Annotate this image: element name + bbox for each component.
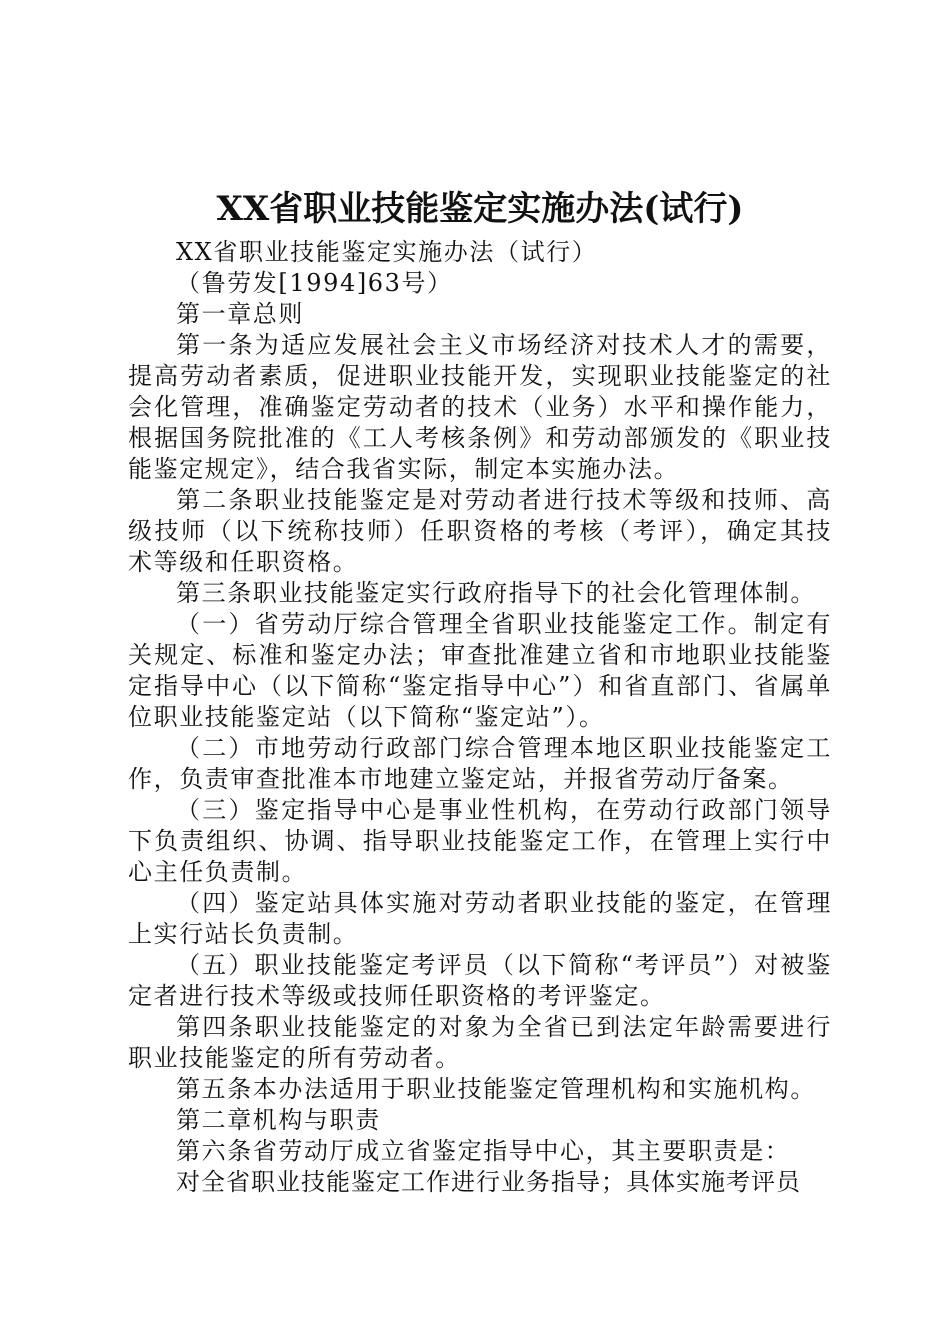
article-5-paragraph: 第五条本办法适用于职业技能鉴定管理机构和实施机构。 (176, 1075, 816, 1103)
document-page (128, 185, 832, 1198)
subtitle-paragraph: XX省职业技能鉴定实施办法（试行） (176, 238, 598, 266)
chapter-heading-2: 第二章机构与职责 (176, 1106, 381, 1134)
article-3-paragraph: 第三条职业技能鉴定实行政府指导下的社会化管理体制。 (176, 579, 816, 607)
article-3-item-5: （五）职业技能鉴定考评员（以下简称“考评员”）对被鉴定者进行技术等级或技师任职资格的考评鉴定。 (128, 951, 832, 1010)
document-title: XX省职业技能鉴定实施办法(试行) (216, 189, 744, 229)
article-1-paragraph: 第一条为适应发展社会主义市场经济对技术人才的需要，提高劳动者素质，促进职业技能开发，实现职业技能鉴定的社会化管理，准确鉴定劳动者的技术（业务）水平和操作能力，根据国务院批准的《工人考核条例》和劳动部颁发的《职业技能鉴定规定》，结合我省实际，制定本实施办法。 (128, 331, 832, 483)
chapter-heading-1: 第一章总则 (176, 300, 304, 328)
document-number-paragraph: （鲁劳发[1994]63号） (176, 269, 453, 297)
article-3-item-1: （一）省劳动厅综合管理全省职业技能鉴定工作。制定有关规定、标准和鉴定办法；审查批准建立省和市地职业技能鉴定指导中心（以下简称“鉴定指导中心”）和省直部门、省属单位职业技能鉴定站（以下简称“鉴定站”）。 (128, 610, 832, 731)
article-3-item-3: （三）鉴定指导中心是事业性机构，在劳动行政部门领导下负责组织、协调、指导职业技能鉴定工作，在管理上实行中心主任负责制。 (128, 796, 832, 886)
article-4-paragraph: 第四条职业技能鉴定的对象为全省已到法定年龄需要进行职业技能鉴定的所有劳动者。 (128, 1013, 832, 1072)
article-2-paragraph: 第二条职业技能鉴定是对劳动者进行技术等级和技师、高级技师（以下统称技师）任职资格的考核（考评），确定其技术等级和任职资格。 (128, 486, 832, 576)
article-3-item-4: （四）鉴定站具体实施对劳动者职业技能的鉴定，在管理上实行站长负责制。 (128, 889, 832, 948)
article-6-paragraph: 第六条省劳动厅成立省鉴定指导中心，其主要职责是： (176, 1137, 791, 1165)
article-3-item-2: （二）市地劳动行政部门综合管理本地区职业技能鉴定工作，负责审查批准本市地建立鉴定站，并报省劳动厅备案。 (128, 734, 832, 793)
article-6-continuation: 对全省职业技能鉴定工作进行业务指导；具体实施考评员 (176, 1168, 801, 1196)
